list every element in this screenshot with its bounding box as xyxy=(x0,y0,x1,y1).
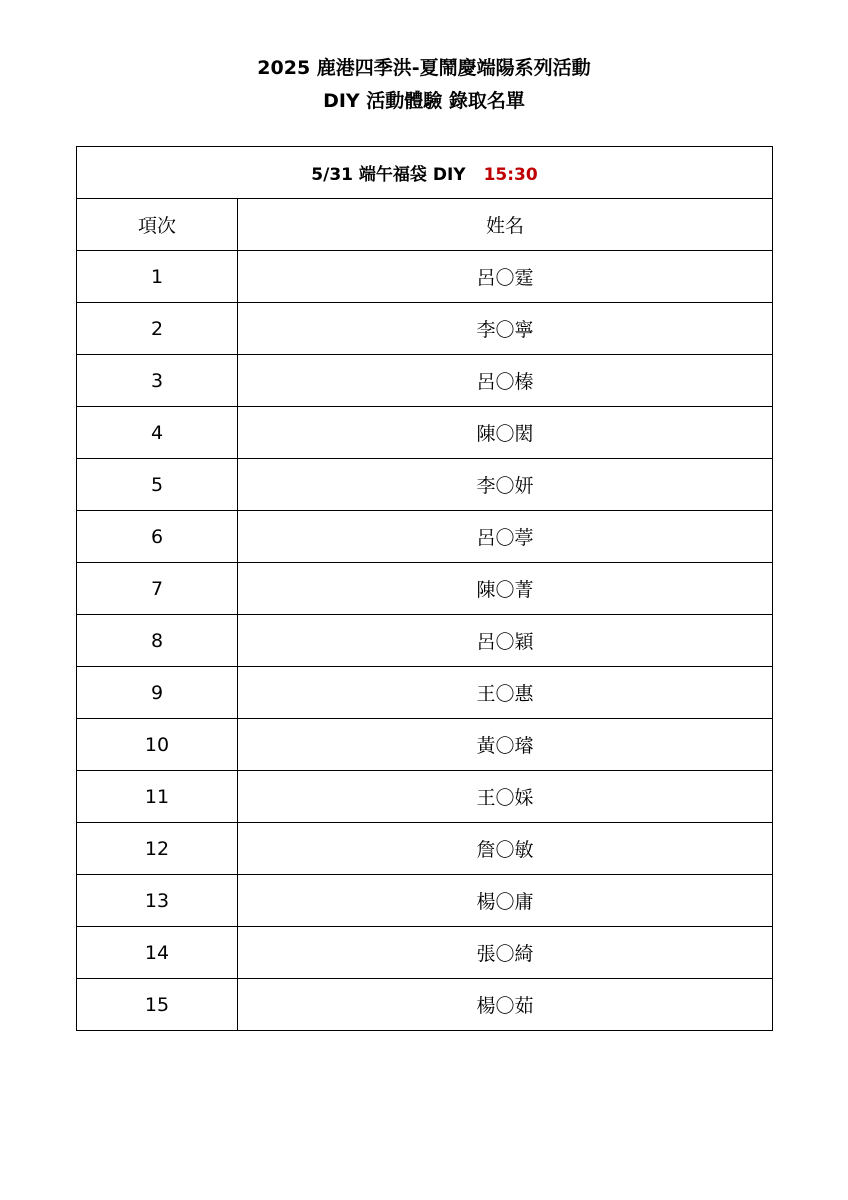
session-label: 5/31 端午福袋 DIY xyxy=(311,165,466,185)
table-row xyxy=(77,771,773,823)
document-subtitle: DIY 活動體驗 錄取名單 xyxy=(323,90,525,112)
table-row xyxy=(77,719,773,771)
table-row xyxy=(77,667,773,719)
row-name-cell: 陳〇菁 xyxy=(238,563,773,615)
row-name-cell: 李〇寧 xyxy=(238,303,773,355)
table-row xyxy=(77,303,773,355)
session-header-row xyxy=(77,147,773,199)
row-index-cell: 11 xyxy=(77,771,238,823)
table-row xyxy=(77,979,773,1031)
row-name-cell: 呂〇霆 xyxy=(238,251,773,303)
table-row xyxy=(77,407,773,459)
row-index-cell: 4 xyxy=(77,407,238,459)
row-index-cell: 6 xyxy=(77,511,238,563)
row-name-cell: 黃〇璿 xyxy=(238,719,773,771)
column-header-name: 姓名 xyxy=(238,199,773,251)
row-index-cell: 5 xyxy=(77,459,238,511)
row-name-cell: 呂〇榛 xyxy=(238,355,773,407)
table-row xyxy=(77,355,773,407)
table-row xyxy=(77,875,773,927)
row-index-cell: 10 xyxy=(77,719,238,771)
row-name-cell: 陳〇閎 xyxy=(238,407,773,459)
row-name-cell: 楊〇茹 xyxy=(238,979,773,1031)
table-row xyxy=(77,823,773,875)
row-name-cell: 詹〇敏 xyxy=(238,823,773,875)
row-index-cell: 7 xyxy=(77,563,238,615)
table-row xyxy=(77,927,773,979)
table-row xyxy=(77,511,773,563)
row-name-cell: 楊〇庸 xyxy=(238,875,773,927)
column-header-row xyxy=(77,199,773,251)
row-index-cell: 15 xyxy=(77,979,238,1031)
table-row xyxy=(77,251,773,303)
row-name-cell: 王〇婇 xyxy=(238,771,773,823)
row-name-cell: 呂〇穎 xyxy=(238,615,773,667)
row-name-cell: 呂〇葶 xyxy=(238,511,773,563)
row-index-cell: 13 xyxy=(77,875,238,927)
row-index-cell: 9 xyxy=(77,667,238,719)
session-time: 15:30 xyxy=(483,165,538,185)
table-row xyxy=(77,563,773,615)
row-index-cell: 3 xyxy=(77,355,238,407)
row-name-cell: 張〇綺 xyxy=(238,927,773,979)
admission-list-table xyxy=(76,146,773,1031)
row-index-cell: 2 xyxy=(77,303,238,355)
table-body xyxy=(77,251,773,1031)
session-header xyxy=(77,147,773,199)
row-index-cell: 1 xyxy=(77,251,238,303)
table-row xyxy=(77,459,773,511)
row-index-cell: 14 xyxy=(77,927,238,979)
row-name-cell: 王〇惠 xyxy=(238,667,773,719)
column-header-index: 項次 xyxy=(77,199,238,251)
row-index-cell: 8 xyxy=(77,615,238,667)
row-name-cell: 李〇妍 xyxy=(238,459,773,511)
document-title: 2025 鹿港四季洪-夏鬧慶端陽系列活動 xyxy=(257,57,591,79)
table-row xyxy=(77,615,773,667)
row-index-cell: 12 xyxy=(77,823,238,875)
